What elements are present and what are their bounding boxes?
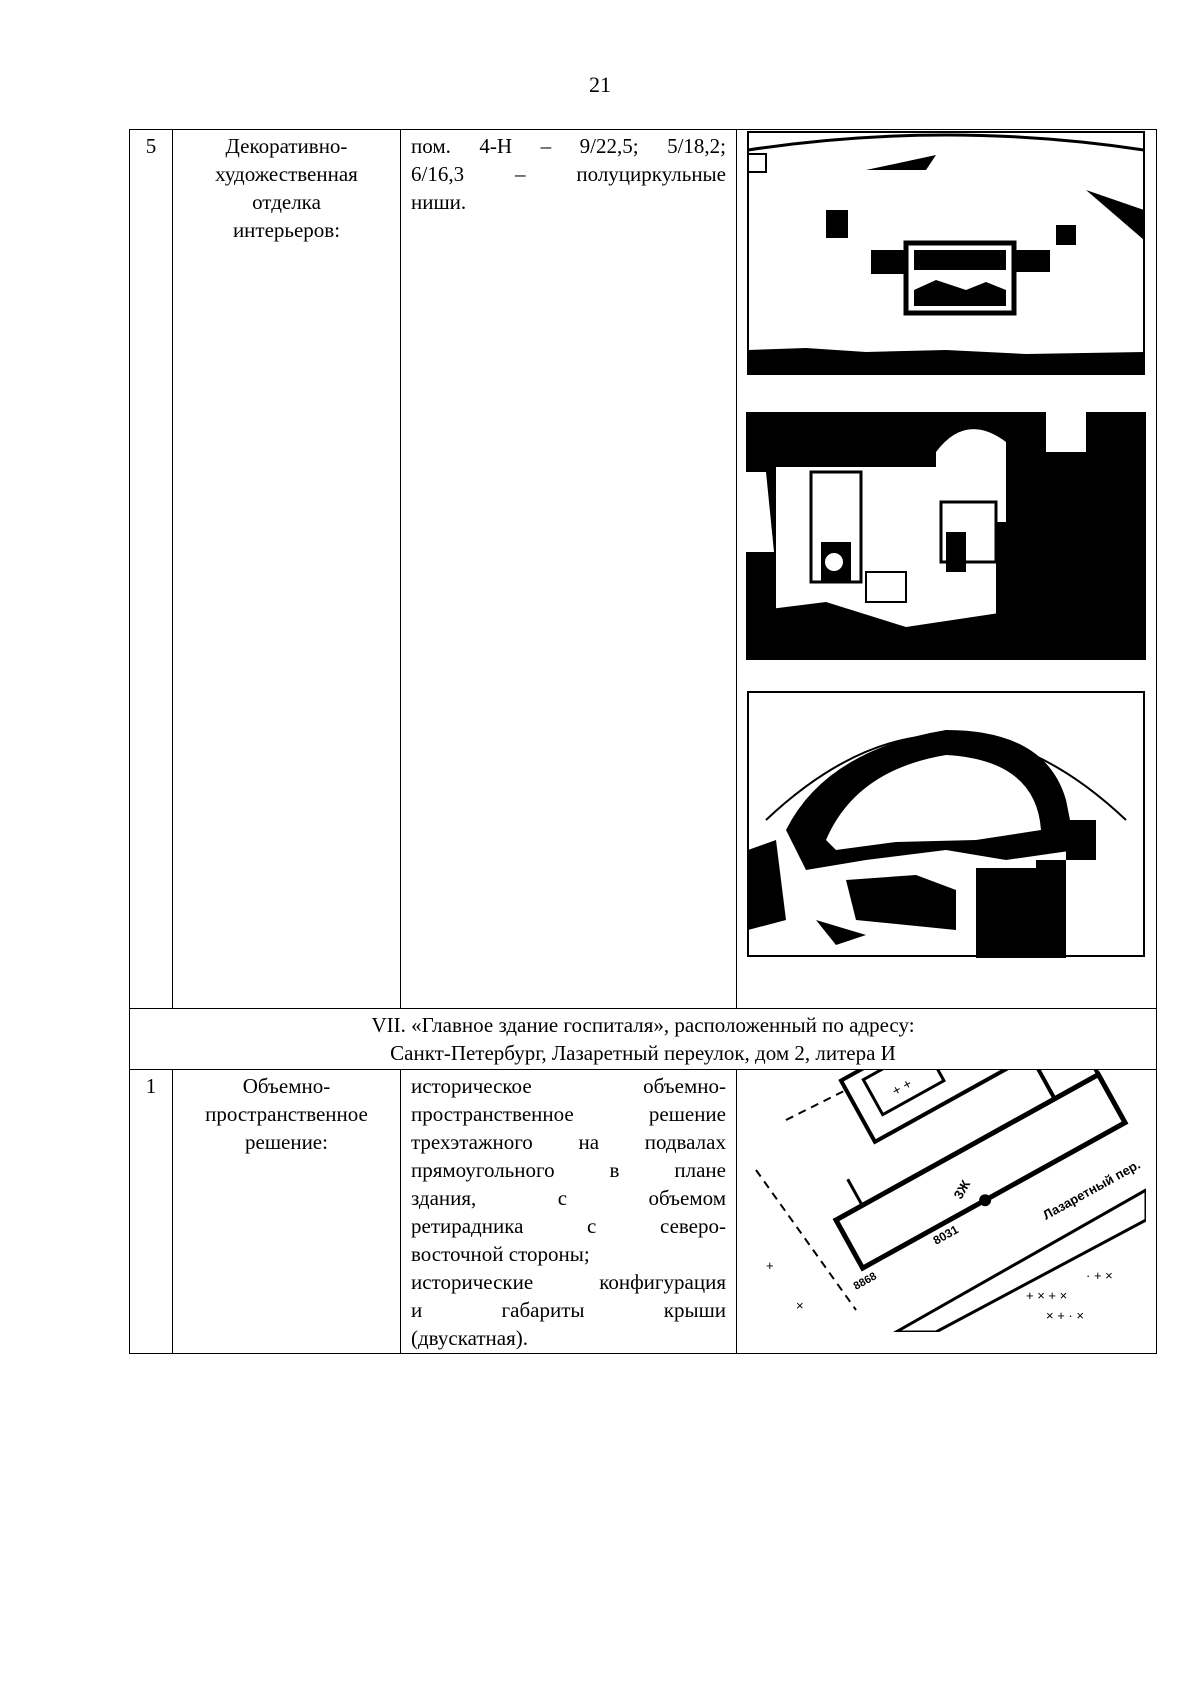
photo-cell [737, 130, 1157, 1009]
item-description: историческое объемно- пространственное решение трехэтажного на подвалах прямоугольного в плане здания, с объемом ретирадника с северо- восточной стороны; исторические конфигурация и габариты крыши (двускатная). [401, 1070, 737, 1354]
table-row [130, 1070, 1157, 1354]
svg-text:+ × + ×: + × + × [1026, 1288, 1068, 1303]
map-street-label: Лазаретный пер. [1040, 1156, 1143, 1223]
svg-text:+ +: + + [889, 1075, 915, 1099]
row-number: 5 [130, 130, 173, 1009]
svg-text:× + · ×: × + · × [1046, 1308, 1084, 1323]
interior-photo-2 [746, 412, 1146, 660]
row-number: 1 [130, 1070, 173, 1354]
item-name: Декоративно- художественная отделка интерьеров: [173, 130, 401, 1009]
page-number: 21 [589, 72, 611, 97]
table-row [130, 130, 1157, 1009]
map-number-a: 8031 [930, 1222, 961, 1248]
section-title: VII. «Главное здание госпиталя», расположенный по адресу: [371, 1013, 915, 1037]
map-building-code: 3Ж [950, 1177, 974, 1202]
interior-photo-1 [746, 130, 1146, 376]
svg-text:+: + [766, 1258, 774, 1273]
section-header-row [130, 1009, 1157, 1070]
section-header [130, 1009, 1157, 1070]
item-name: Объемно- пространственное решение: [173, 1070, 401, 1354]
svg-text:×: × [796, 1298, 804, 1313]
svg-text:· + ×: · + × [1086, 1268, 1113, 1283]
site-plan-map [746, 1070, 1146, 1332]
section-address: Санкт-Петербург, Лазаретный переулок, дом 2, литера И [390, 1041, 896, 1065]
interior-photo-3 [746, 690, 1146, 958]
map-cell [737, 1070, 1157, 1354]
map-number-b: 8868 [851, 1270, 879, 1293]
monument-table [129, 129, 1157, 1354]
item-description: пом. 4-Н – 9/22,5; 5/18,2; 6/16,3 – полуциркульные ниши. [401, 130, 737, 1009]
